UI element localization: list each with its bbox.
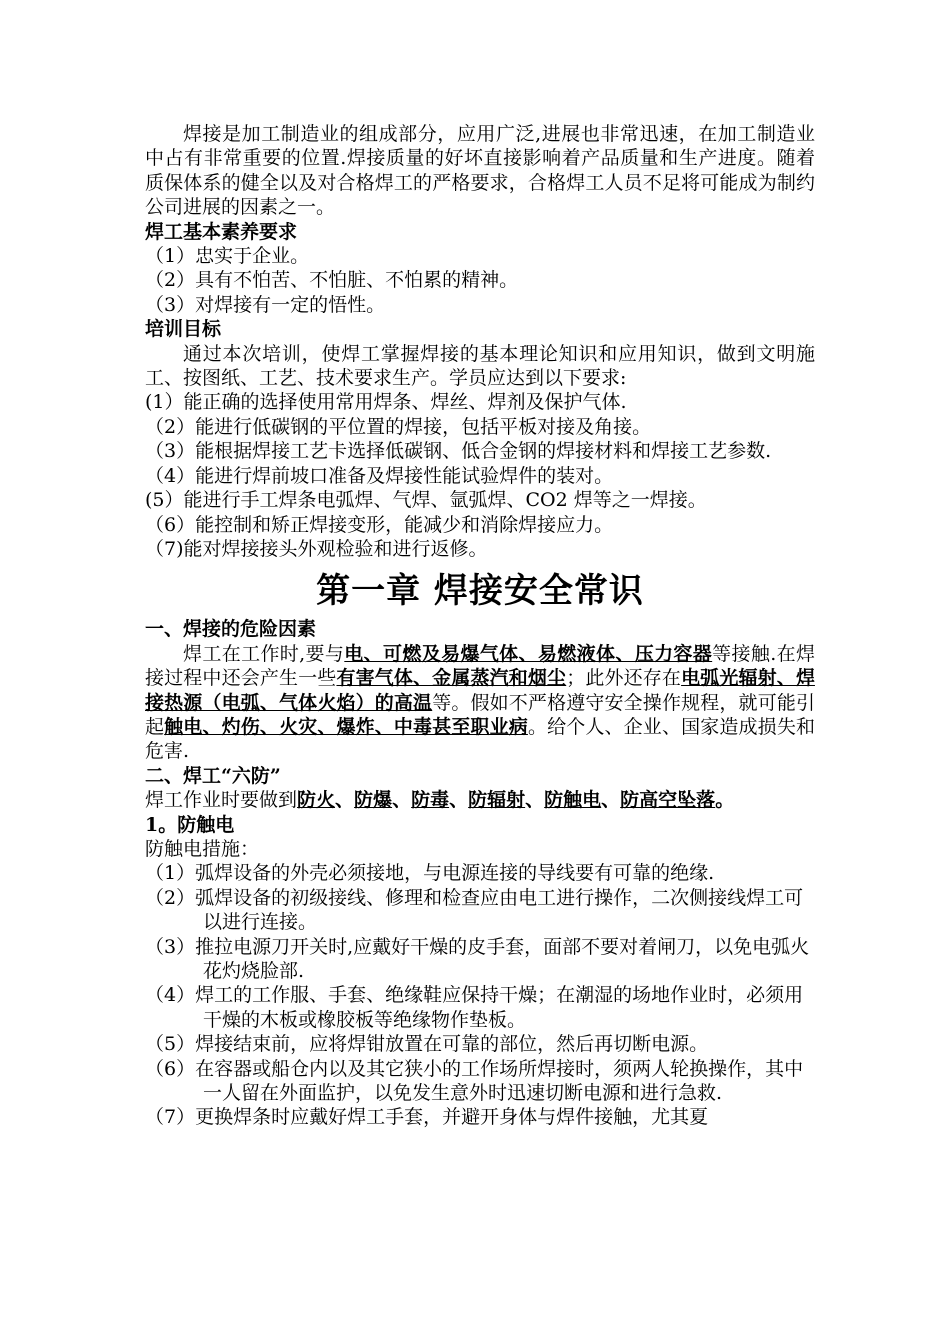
basic-item: （3）对焊接有一定的悟性。: [145, 293, 386, 316]
chapter-title: 第一章 焊接安全常识: [316, 571, 644, 612]
prevention-item: 防高空坠落: [620, 789, 716, 812]
goal-item: (1）能正确的选择使用常用焊条、焊丝、焊剂及保护气体.: [145, 391, 627, 414]
danger-paragraph: [145, 642, 815, 764]
shock-item: （2）弧焊设备的初级接线、修理和检查应由电工进行操作，二次侧接线焊工可以进行连接。: [145, 886, 804, 934]
danger-text: 等。假如不严格遵守安全操作规程，就可能引起: [145, 691, 815, 738]
danger-text: 等接触.在焊接过程中还会产生一些: [145, 642, 815, 690]
danger-heading: 一、焊接的危险因素: [145, 618, 317, 641]
shock-item: （4）焊工的工作服、手套、绝缘鞋应保持干燥；在潮湿的场地作业时，必须用干燥的木板或橡胶板等绝缘物作垫板。: [145, 984, 804, 1031]
shock-item: （5）焊接结束前，应将焊钳放置在可靠的部位，然后再切断电源。: [145, 1033, 709, 1056]
intro-paragraph: 焊接是加工制造业的组成部分，应用广泛,进展也非常迅速，在加工制造业中占有非常重要的位置.焊接质量的好坏直接影响着产品质量和生产进度。随着质保体系的健全以及对合格焊工的严格要求，合格焊工人员不足将可能成为制约公司进展的因素之一。: [145, 123, 815, 219]
separator: 、: [525, 789, 545, 812]
separator: 、: [601, 789, 621, 812]
six-prevention-paragraph: [145, 788, 815, 812]
prevention-item: 防爆: [354, 789, 393, 812]
prevention-item: 防辐射: [468, 789, 526, 812]
separator: 、: [449, 789, 469, 812]
shock-item: （7）更换焊条时应戴好焊工手套，并避开身体与焊件接触，尤其夏: [145, 1106, 709, 1129]
six-prevention-lead: 焊工作业时要做到: [145, 789, 298, 812]
goal-item: （3）能根据焊接工艺卡选择低碳钢、低合金钢的焊接材料和焊接工艺参数.: [145, 440, 772, 463]
danger-highlight: 触电、灼伤、火灾、爆炸、中毒甚至职业病: [164, 715, 528, 738]
shock-item: （6）在容器或船仓内以及其它狭小的工作场所焊接时，须两人轮换操作，其中一人留在外面监护，以免发生意外时迅速切断电源和进行急救.: [145, 1057, 804, 1105]
shock-lead: 防触电措施：: [145, 837, 260, 860]
goal-item: （6）能控制和矫正焊接变形，能减少和消除焊接应力。: [145, 513, 614, 536]
basic-item: （1）忠实于企业。: [145, 245, 310, 268]
prevention-item: 防毒: [411, 789, 450, 812]
shock-item: （3）推拉电源刀开关时,应戴好干燥的皮手套，面部不要对着闸刀，以免电弧火花灼烧脸部.: [145, 935, 810, 982]
goal-item: （2）能进行低碳钢的平位置的焊接，包括平板对接及角接。: [145, 415, 652, 438]
basic-heading: 焊工基本素养要求: [145, 220, 298, 243]
danger-text: 焊工在工作时,要与: [183, 642, 345, 665]
goal-item: （4）能进行焊前坡口准备及焊接性能试验焊件的装对。: [145, 464, 614, 487]
goals-intro: 通过本次培训，使焊工掌握焊接的基本理论知识和应用知识，做到文明施工、按图纸、工艺、技术要求生产。学员应达到以下要求:: [145, 342, 815, 390]
separator: 、: [392, 789, 412, 812]
danger-text: 。给个人、企业、国家造成损失和危害.: [145, 715, 815, 763]
shock-heading: 1。防触电: [145, 813, 235, 836]
danger-text: ；此外还存在: [566, 667, 682, 690]
separator: 、: [335, 789, 355, 812]
danger-highlight: 电弧光辐射、焊接热源（电弧、气体火焰）的高温: [145, 667, 815, 714]
goals-heading: 培训目标: [145, 318, 222, 341]
goal-item: (5）能进行手工焊条电弧焊、气焊、氩弧焊、CO2 焊等之一焊接。: [145, 489, 707, 512]
prevention-item: 防火: [297, 789, 336, 812]
danger-highlight: 电、可燃及易爆气体、易燃液体、压力容器: [344, 642, 713, 665]
document-page: [145, 122, 815, 1130]
six-prevention-heading: 二、焊工“六防”: [145, 764, 281, 787]
goal-item: （7)能对焊接接头外观检验和进行返修。: [145, 537, 488, 560]
basic-item: （2）具有不怕苦、不怕脏、不怕累的精神。: [145, 269, 519, 292]
shock-item: （1）弧焊设备的外壳必须接地，与电源连接的导线要有可靠的绝缘.: [145, 862, 715, 885]
end-mark: 。: [715, 789, 735, 812]
prevention-item: 防触电: [544, 789, 602, 812]
danger-highlight: 有害气体、金属蒸汽和烟尘: [336, 667, 567, 690]
